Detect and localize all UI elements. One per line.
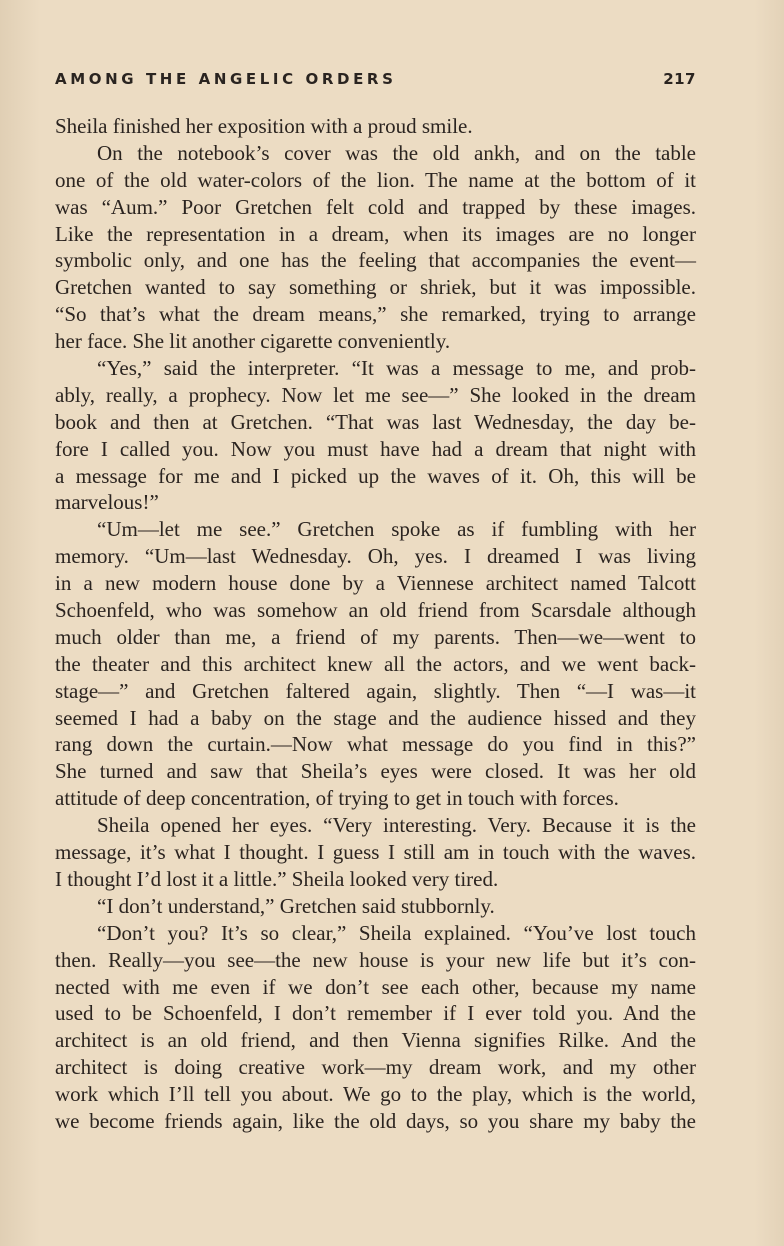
text-line: much older than me, a friend of my parents. Then—we—went to [55, 624, 696, 649]
text-line: her face. She lit another cigarette conveniently. [55, 329, 451, 354]
text-line: “So that’s what the dream means,” she remarked, trying to arrange [55, 302, 696, 327]
running-head: AMONG THE ANGELIC ORDERS [55, 70, 397, 88]
text-line: marvelous!” [55, 490, 159, 515]
page-header [55, 70, 696, 100]
text-line: then. Really—you see—the new house is your new life but it’s con- [55, 947, 696, 972]
text-line: memory. “Um—last Wednesday. Oh, yes. I dreamed I was living [55, 544, 696, 569]
text-line: in a new modern house done by a Viennese architect named Talcott [55, 571, 696, 596]
text-line: She turned and saw that Sheila’s eyes were closed. It was her old [55, 759, 696, 784]
text-line: one of the old water-colors of the lion. The name at the bottom of it [55, 167, 696, 192]
text-line: “Um—let me see.” Gretchen spoke as if fumbling with her [97, 517, 696, 542]
text-line: the theater and this architect knew all the actors, and we went back- [55, 651, 696, 676]
text-line: Sheila finished her exposition with a proud smile. [55, 114, 473, 138]
text-line: architect is doing creative work—my dream work, and my other [55, 1055, 696, 1080]
text-line: architect is an old friend, and then Vienna signifies Rilke. And the [55, 1028, 696, 1053]
text-line: “Yes,” said the interpreter. “It was a message to me, and prob- [97, 356, 696, 381]
text-line: Gretchen wanted to say something or shriek, but it was impossible. [55, 275, 696, 300]
text-line: Schoenfeld, who was somehow an old friend from Scarsdale although [55, 598, 696, 623]
text-line: we become friends again, like the old days, so you share my baby the [55, 1108, 696, 1133]
text-line: “I don’t understand,” Gretchen said stubbornly. [97, 893, 495, 918]
text-line: fore I called you. Now you must have had a dream that night with [55, 436, 696, 461]
text-line: a message for me and I picked up the waves of it. Oh, this will be [55, 463, 696, 488]
body-text [55, 113, 696, 1135]
text-line: was “Aum.” Poor Gretchen felt cold and trapped by these images. [55, 194, 696, 219]
text-line: I thought I’d lost it a little.” Sheila looked very tired. [55, 866, 499, 891]
text-line: message, it’s what I thought. I guess I still am in touch with the waves. [55, 840, 696, 865]
text-line: attitude of deep concentration, of trying to get in touch with forces. [55, 786, 619, 811]
text-line: Sheila opened her eyes. “Very interesting. Very. Because it is the [97, 813, 696, 838]
text-line: used to be Schoenfeld, I don’t remember if I ever told you. And the [55, 1001, 696, 1026]
text-line: rang down the curtain.—Now what message do you find in this?” [55, 732, 696, 757]
text-line: work which I’ll tell you about. We go to the play, which is the world, [55, 1082, 696, 1107]
text-line: nected with me even if we don’t see each other, because my name [55, 974, 696, 999]
text-line: symbolic only, and one has the feeling that accompanies the event— [55, 248, 696, 273]
text-line: ably, really, a prophecy. Now let me see—” She looked in the dream [55, 382, 696, 407]
page-number: 217 [663, 70, 696, 88]
text-line: stage—” and Gretchen faltered again, slightly. Then “—I was—it [55, 678, 696, 703]
text-line: Like the representation in a dream, when its images are no longer [55, 221, 696, 246]
text-line: “Don’t you? It’s so clear,” Sheila explained. “You’ve lost touch [97, 920, 696, 945]
text-line: On the notebook’s cover was the old ankh, and on the table [97, 140, 696, 165]
text-line: seemed I had a baby on the stage and the audience hissed and they [55, 705, 696, 730]
text-line: book and then at Gretchen. “That was last Wednesday, the day be- [55, 409, 696, 434]
